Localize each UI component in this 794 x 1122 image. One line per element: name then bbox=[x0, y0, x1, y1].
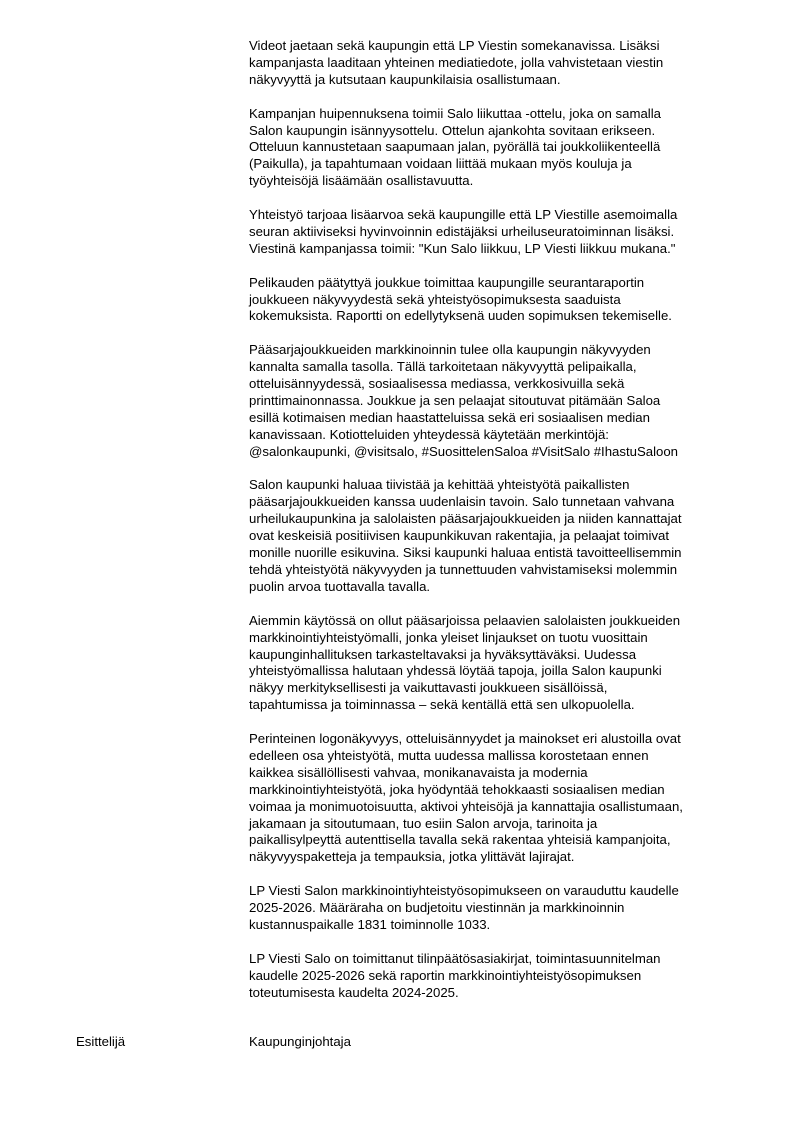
paragraph-campaign-climax bbox=[249, 106, 749, 191]
paragraph-season-report bbox=[249, 275, 749, 326]
text-line: Videot jaetaan sekä kaupungin että LP Viestin somekanavissa. Lisäksi bbox=[249, 38, 660, 53]
text-line: kokemuksista. Raportti on edellytyksenä uuden sopimuksen tekemiselle. bbox=[249, 308, 672, 324]
text-line: puolin arvoa tuottavalla tavalla. bbox=[249, 578, 431, 594]
text-line: edelleen osa yhteistyötä, mutta uudessa mallissa korostetaan ennen bbox=[249, 747, 649, 763]
text-line: LP Viesti Salon markkinointiyhteistyösopimukseen on varauduttu kaudelle bbox=[249, 883, 679, 899]
paragraph-documents-delivered bbox=[249, 951, 749, 1002]
text-line: työyhteisöjä lisäämään osallistavuutta. bbox=[249, 173, 474, 189]
text-line: kaudelle 2025-2026 sekä raportin markkinointiyhteistyösopimuksen bbox=[249, 967, 642, 983]
paragraph-added-value bbox=[249, 207, 749, 258]
paragraph-previous-model bbox=[249, 613, 749, 714]
text-line: paikallisylpeyttä autenttisella tavalla sekä rakentaa yhteisiä kampanjoita, bbox=[249, 832, 671, 848]
text-line: LP Viesti Salo on toimittanut tilinpäätösasiakirjat, toimintasuunnitelman bbox=[249, 950, 661, 966]
text-line: Viestinä kampanjassa toimii: "Kun Salo liikkuu, LP Viesti liikkuu mukana." bbox=[249, 240, 676, 256]
text-line: voimaa ja monimuotoisuutta, aktivoi yhteisöjä ja kannattajia osallistumaan, bbox=[249, 798, 683, 814]
text-line: markkinointiyhteistyötä, joka hyödyntää tehokkaasti sosiaalisen median bbox=[249, 781, 665, 797]
text-line: Yhteistyö tarjoaa lisäarvoa sekä kaupungille että LP Viestille asemoimalla bbox=[249, 207, 678, 223]
text-line: markkinointiyhteistyömalli, jonka yleiset linjaukset on tuotu vuosittain bbox=[249, 629, 648, 645]
text-line: monille nuorille esikuvina. Siksi kaupunki haluaa entistä tavoitteellisemmin bbox=[249, 545, 682, 561]
text-line: pääsarjajoukkueiden kanssa uudenlaisin tavoin. Salo tunnetaan vahvana bbox=[249, 494, 675, 510]
text-line: joukkueen näkyvyydestä sekä yhteistyösopimuksesta saaduista bbox=[249, 291, 621, 307]
text-line: kampanjasta laaditaan yhteinen mediatiedote, jolla vahvistetaan viestin bbox=[249, 54, 664, 70]
text-line: Otteluun kannustetaan saapumaan jalan, pyörällä tai joukkoliikenteellä bbox=[249, 139, 661, 155]
document-body bbox=[249, 38, 749, 1018]
text-line: Perinteinen logonäkyvyys, otteluisännyydet ja mainokset eri alustoilla ovat bbox=[249, 731, 681, 747]
paragraph-traditional-visibility bbox=[249, 731, 749, 866]
text-line: kustannuspaikalle 1831 toiminnolle 1033. bbox=[249, 917, 491, 932]
text-line: otteluisännyydessä, sosiaalisessa mediassa, verkkosivuilla sekä bbox=[249, 376, 625, 392]
text-line: tapahtumissa ja toiminnassa – sekä kentällä että sen ulkopuolella. bbox=[249, 697, 635, 713]
text-line: yhteistyömallissa halutaan yhdessä löytää tapoja, joilla Salon kaupunki bbox=[249, 663, 662, 679]
paragraph-videos bbox=[249, 38, 749, 89]
text-line: 2025-2026. Määräraha on budjetoitu viestinnän ja markkinoinnin bbox=[249, 900, 625, 916]
text-line: näkyvyyttä ja kutsutaan kaupunkilaisia osallistumaan. bbox=[249, 71, 561, 87]
text-line: @salonkaupunki, @visitsalo, #SuosittelenSaloa #VisitSalo #IhastuSaloon bbox=[249, 443, 679, 459]
text-line: esillä kotimaisen median haastatteluissa sekä eri sosiaalisen median bbox=[249, 409, 650, 425]
presenter-value: Kaupunginjohtaja bbox=[249, 1034, 351, 1049]
text-line: näkyvyyspaketteja ja tempauksia, jotka ylittävät lajirajat. bbox=[249, 849, 575, 865]
text-line: Salon kaupungin isännyysottelu. Ottelun ajankohta sovitaan erikseen. bbox=[249, 122, 656, 138]
text-line: jakamaan ja sitoutumaan, tuo esiin Salon arvoja, tarinoita ja bbox=[249, 815, 598, 831]
text-line: kanavissaan. Kotiotteluiden yhteydessä käytetään merkintöjä: bbox=[249, 426, 609, 442]
text-line: Salon kaupunki haluaa tiivistää ja kehittää yhteistyötä paikallisten bbox=[249, 477, 630, 493]
paragraph-city-cooperation bbox=[249, 477, 749, 595]
paragraph-marketing-visibility bbox=[249, 342, 749, 460]
text-line: printtimainonnassa. Joukkue ja sen pelaajat sitoutuvat pitämään Saloa bbox=[249, 392, 661, 408]
text-line: Aiemmin käytössä on ollut pääsarjoissa pelaavien salolaisten joukkueiden bbox=[249, 612, 681, 628]
text-line: tehdä yhteistyötä näkyvyyden ja tunnettuuden vahvistamiseksi molemmin bbox=[249, 562, 678, 578]
text-line: (Paikulla), ja tapahtumaan voidaan liittää mukaan myös kouluja ja bbox=[249, 156, 632, 172]
text-line: kaikkea sisällöllisesti vahvaa, monikanavaista ja modernia bbox=[249, 764, 588, 780]
text-line: toteutumisesta kaudelta 2024-2025. bbox=[249, 984, 459, 1000]
text-line: kaupunginhallituksen tarkasteltavaksi ja hyväksyttäväksi. Uudessa bbox=[249, 646, 637, 662]
text-line: Pääsarjajoukkueiden markkinoinnin tulee olla kaupungin näkyvyyden bbox=[249, 342, 651, 358]
text-line: seuran aktiiviseksi hyvinvoinnin edistäjäksi urheiluseuratoiminnan lisäksi. bbox=[249, 223, 675, 239]
text-line: Pelikauden päätyttyä joukkue toimittaa kaupungille seurantaraportin bbox=[249, 274, 645, 290]
paragraph-budget bbox=[249, 883, 749, 934]
text-line: näkyy merkityksellisesti ja vaikuttavasti joukkueen sisällöissä, bbox=[249, 680, 608, 696]
text-line: urheilukaupunkina ja salolaisten pääsarjajoukkueiden ja niiden kannattajat bbox=[249, 511, 682, 527]
text-line: Kampanjan huipennuksena toimii Salo liikuttaa -ottelu, joka on samalla bbox=[249, 105, 661, 121]
text-line: kannalta samalla tasolla. Tällä tarkoitetaan näkyvyyttä pelipaikalla, bbox=[249, 359, 637, 375]
text-line: ovat keskeisiä positiivisen kaupunkikuvan rakentajia, ja pelaajat toimivat bbox=[249, 528, 670, 544]
presenter-label: Esittelijä bbox=[76, 1034, 126, 1049]
